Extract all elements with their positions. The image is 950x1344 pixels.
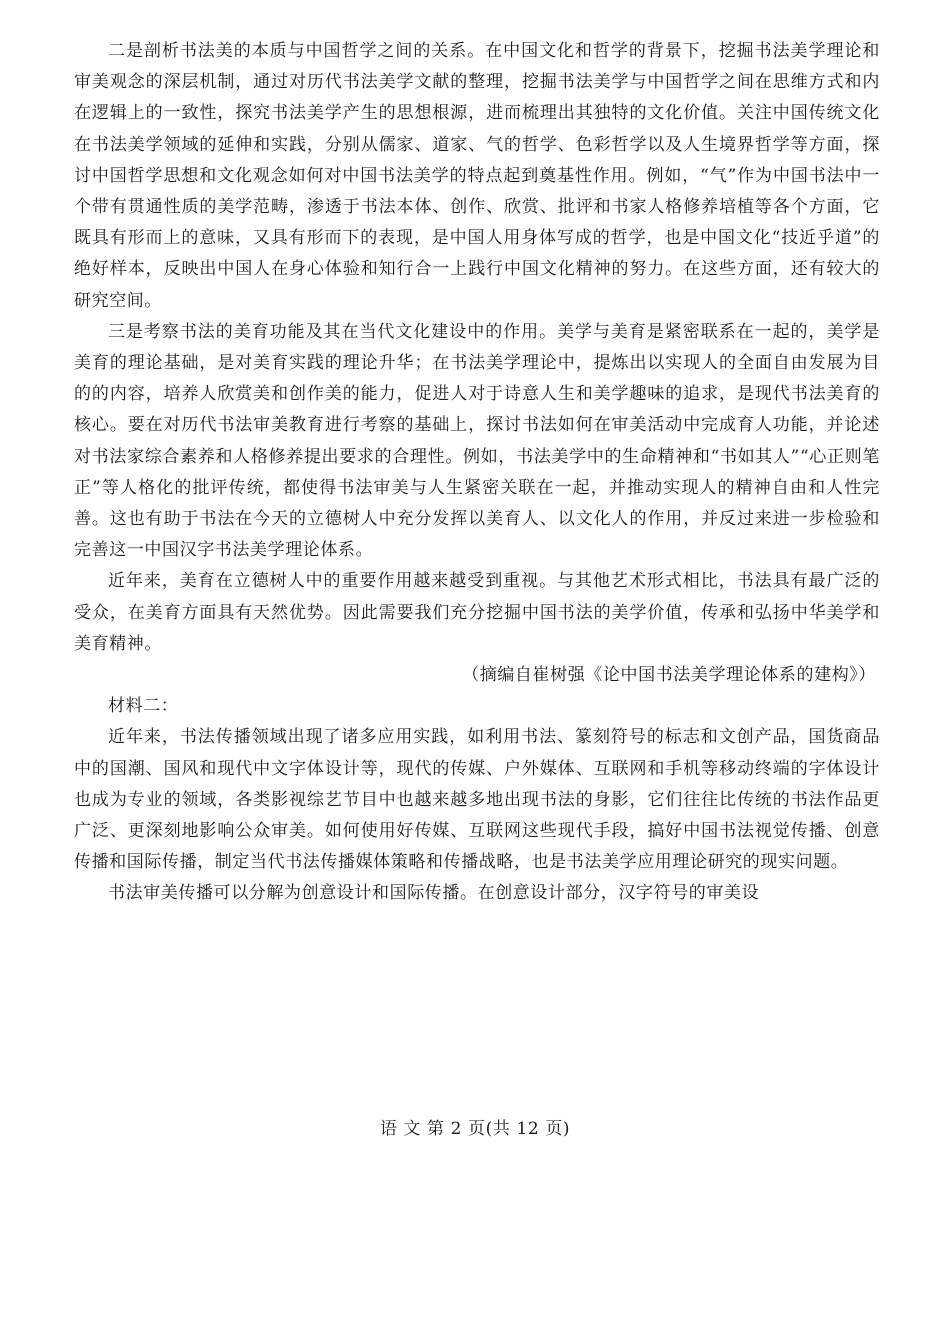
page-footer: 语 文 第 2 页(共 12 页)	[379, 1119, 571, 1139]
article-body	[74, 36, 880, 910]
paragraph-analysis-philosophy: 二是剖析书法美的本质与中国哲学之间的关系。在中国文化和哲学的背景下，挖掘书法美学理论和审美观念的深层机制，通过对历代书法美学文献的整理，挖掘书法美学与中国哲学之间在思维方式和内在逻辑上的一致性，探究书法美学产生的思想根源，进而梳理出其独特的文化价值。关注中国传统文化在书法美学领域的延伸和实践，分别从儒家、道家、气的哲学、色彩哲学以及人生境界哲学等方面，探讨中国哲学思想和文化观念如何对中国书法美学的特点起到奠基性作用。例如，“气”作为中国书法中一个带有贯通性质的美学范畴，渗透于书法本体、创作、欣赏、批评和书家人格修养培植等各个方面，它既具有形而上的意味，又具有形而下的表现，是中国人用身体写成的哲学，也是中国文化“技近乎道”的绝好样本，反映出中国人在身心体验和知行合一上践行中国文化精神的努力。在这些方面，还有较大的研究空间。	[74, 41, 880, 311]
material-two-label: 材料二：	[108, 696, 179, 717]
paragraph-communication-practice: 近年来，书法传播领域出现了诸多应用实践，如利用书法、篆刻符号的标志和文创产品，国货商品中的国潮、国风和现代中文字体设计等，现代的传媒、户外媒体、互联网和手机等移动终端的字体设计也成为专业的领域，各类影视综艺节目中也越来越多地出现书法的身影，它们往往比传统的书法作品更广泛、更深刻地影响公众审美。如何使用好传媒、互联网这些现代手段，搞好中国书法视觉传播、创意传播和国际传播，制定当代书法传播媒体策略和传播战略，也是书法美学应用理论研究的现实问题。	[74, 727, 880, 873]
paragraph-creative-design: 书法审美传播可以分解为创意设计和国际传播。在创意设计部分，汉字符号的审美设	[108, 883, 760, 904]
paragraph-aesthetic-education: 三是考察书法的美育功能及其在当代文化建设中的作用。美学与美育是紧密联系在一起的，美学是美育的理论基础，是对美育实践的理论升华；在书法美学理论中，提炼出以实现人的全面自由发展为目的的内容，培养人欣赏美和创作美的能力，促进人对于诗意人生和美学趣味的追求，是现代书法美育的核心。要在对历代书法审美教育进行考察的基础上，探讨书法如何在审美活动中完成育人功能，并论述对书法家综合素养和人格修养提出要求的合理性。例如，书法美学中的生命精神和“书如其人”“心正则笔正”等人格化的批评传统，都使得书法审美与人生紧密关联在一起，并推动实现人的精神自由和人性完善。这也有助于书法在今天的立德树人中充分发挥以美育人、以文化人的作用，并反过来进一步检验和完善这一中国汉字书法美学理论体系。	[74, 321, 880, 561]
paragraph-recent-years: 近年来，美育在立德树人中的重要作用越来越受到重视。与其他艺术形式相比，书法具有最广泛的受众，在美育方面具有天然优势。因此需要我们充分挖掘中国书法的美学价值，传承和弘扬中华美学和美育精神。	[74, 571, 880, 654]
source-citation: （摘编自崔树强《论中国书法美学理论体系的建构》）	[462, 665, 876, 686]
